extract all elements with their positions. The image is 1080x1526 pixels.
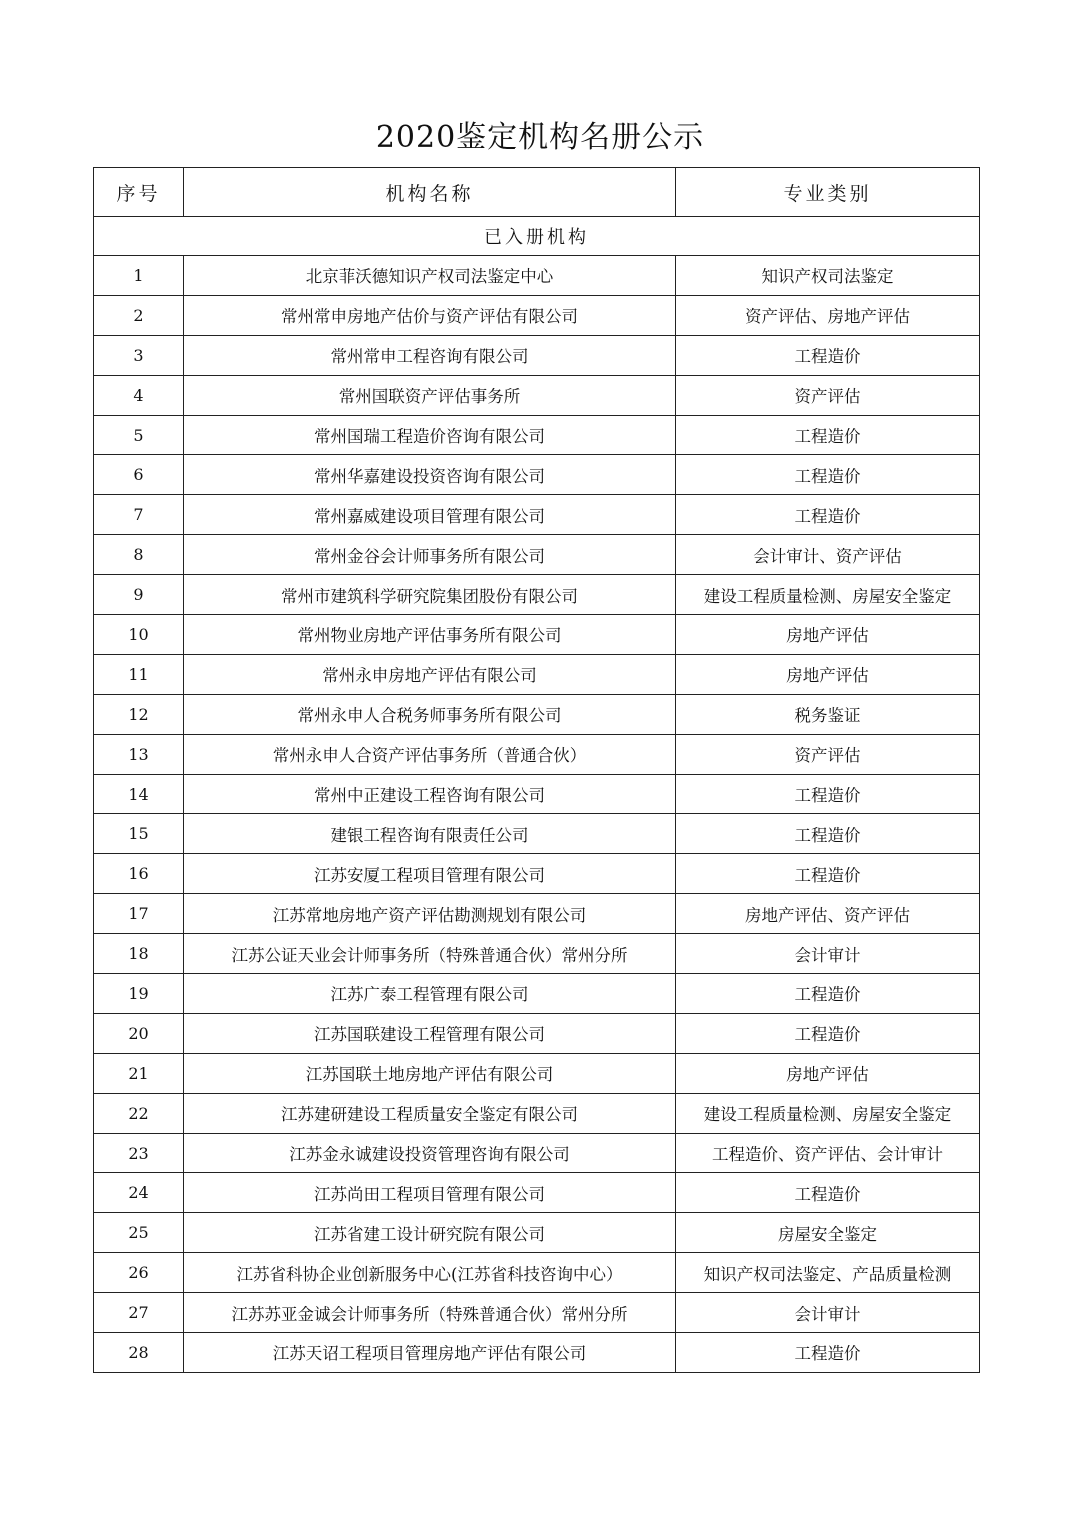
- cell-category: 资产评估、房地产评估: [676, 295, 980, 335]
- cell-category: 房地产评估: [676, 615, 980, 655]
- cell-category: 工程造价: [676, 335, 980, 375]
- cell-seq: 14: [94, 774, 184, 814]
- cell-seq: 23: [94, 1133, 184, 1173]
- table-row: [94, 415, 980, 455]
- cell-seq: 21: [94, 1053, 184, 1093]
- cell-org-name: 常州永申人合税务师事务所有限公司: [184, 694, 676, 734]
- cell-org-name: 江苏尚田工程项目管理有限公司: [184, 1173, 676, 1213]
- cell-category: 工程造价: [676, 495, 980, 535]
- table-row: [94, 974, 980, 1014]
- table-row: [94, 335, 980, 375]
- cell-category: 税务鉴证: [676, 694, 980, 734]
- cell-org-name: 江苏广泰工程管理有限公司: [184, 974, 676, 1014]
- cell-seq: 8: [94, 535, 184, 575]
- cell-org-name: 江苏苏亚金诚会计师事务所（特殊普通合伙）常州分所: [184, 1293, 676, 1333]
- cell-seq: 19: [94, 974, 184, 1014]
- section-label: 已入册机构: [94, 217, 980, 256]
- table-row: [94, 894, 980, 934]
- cell-category: 会计审计、资产评估: [676, 535, 980, 575]
- table-row: [94, 575, 980, 615]
- cell-org-name: 常州嘉威建设项目管理有限公司: [184, 495, 676, 535]
- cell-seq: 18: [94, 934, 184, 974]
- table-row: [94, 854, 980, 894]
- cell-seq: 25: [94, 1213, 184, 1253]
- cell-org-name: 江苏国联土地房地产评估有限公司: [184, 1053, 676, 1093]
- table-row: [94, 256, 980, 296]
- table-row: [94, 615, 980, 655]
- table-header-row: [94, 168, 980, 217]
- table-row: [94, 1053, 980, 1093]
- cell-category: 工程造价: [676, 1333, 980, 1373]
- cell-category: 工程造价: [676, 854, 980, 894]
- cell-seq: 2: [94, 295, 184, 335]
- table-row: [94, 694, 980, 734]
- table-row: [94, 1293, 980, 1333]
- cell-org-name: 常州国联资产评估事务所: [184, 375, 676, 415]
- cell-category: 工程造价: [676, 1013, 980, 1053]
- cell-seq: 15: [94, 814, 184, 854]
- cell-org-name: 江苏安厦工程项目管理有限公司: [184, 854, 676, 894]
- cell-category: 房地产评估: [676, 1053, 980, 1093]
- cell-seq: 27: [94, 1293, 184, 1333]
- cell-seq: 7: [94, 495, 184, 535]
- cell-seq: 11: [94, 654, 184, 694]
- cell-seq: 10: [94, 615, 184, 655]
- table-row: [94, 1133, 980, 1173]
- cell-org-name: 常州市建筑科学研究院集团股份有限公司: [184, 575, 676, 615]
- table-row: [94, 375, 980, 415]
- cell-category: 房地产评估: [676, 654, 980, 694]
- table-row: [94, 295, 980, 335]
- cell-org-name: 江苏省科协企业创新服务中心(江苏省科技咨询中心）: [184, 1253, 676, 1293]
- cell-org-name: 常州永申人合资产评估事务所（普通合伙）: [184, 734, 676, 774]
- cell-org-name: 常州华嘉建设投资咨询有限公司: [184, 455, 676, 495]
- cell-org-name: 江苏国联建设工程管理有限公司: [184, 1013, 676, 1053]
- cell-seq: 13: [94, 734, 184, 774]
- cell-org-name: 江苏建研建设工程质量安全鉴定有限公司: [184, 1093, 676, 1133]
- cell-org-name: 常州金谷会计师事务所有限公司: [184, 535, 676, 575]
- page-title: 2020鉴定机构名册公示: [375, 120, 705, 155]
- table-row: [94, 934, 980, 974]
- cell-category: 知识产权司法鉴定: [676, 256, 980, 296]
- cell-category: 工程造价、资产评估、会计审计: [676, 1133, 980, 1173]
- cell-category: 工程造价: [676, 415, 980, 455]
- table-row: [94, 535, 980, 575]
- cell-category: 房屋安全鉴定: [676, 1213, 980, 1253]
- header-name: 机构名称: [184, 168, 676, 217]
- registry-table: [93, 167, 980, 1373]
- cell-seq: 17: [94, 894, 184, 934]
- cell-category: 工程造价: [676, 974, 980, 1014]
- cell-seq: 5: [94, 415, 184, 455]
- cell-seq: 22: [94, 1093, 184, 1133]
- cell-category: 会计审计: [676, 1293, 980, 1333]
- cell-seq: 20: [94, 1013, 184, 1053]
- cell-org-name: 江苏金永诚建设投资管理咨询有限公司: [184, 1133, 676, 1173]
- cell-org-name: 江苏公证天业会计师事务所（特殊普通合伙）常州分所: [184, 934, 676, 974]
- cell-seq: 9: [94, 575, 184, 615]
- cell-category: 房地产评估、资产评估: [676, 894, 980, 934]
- table-row: [94, 1013, 980, 1053]
- cell-org-name: 北京菲沃德知识产权司法鉴定中心: [184, 256, 676, 296]
- header-type: 专业类别: [676, 168, 980, 217]
- cell-seq: 16: [94, 854, 184, 894]
- cell-category: 建设工程质量检测、房屋安全鉴定: [676, 1093, 980, 1133]
- cell-category: 工程造价: [676, 814, 980, 854]
- cell-category: 建设工程质量检测、房屋安全鉴定: [676, 575, 980, 615]
- table-row: [94, 495, 980, 535]
- table-row: [94, 1333, 980, 1373]
- cell-seq: 24: [94, 1173, 184, 1213]
- cell-seq: 6: [94, 455, 184, 495]
- table-row: [94, 654, 980, 694]
- table-row: [94, 1093, 980, 1133]
- cell-category: 资产评估: [676, 375, 980, 415]
- cell-seq: 26: [94, 1253, 184, 1293]
- cell-org-name: 常州中正建设工程咨询有限公司: [184, 774, 676, 814]
- table-row: [94, 1213, 980, 1253]
- table-row: [94, 814, 980, 854]
- cell-org-name: 常州常申工程咨询有限公司: [184, 335, 676, 375]
- cell-org-name: 江苏天诏工程项目管理房地产评估有限公司: [184, 1333, 676, 1373]
- cell-seq: 4: [94, 375, 184, 415]
- cell-org-name: 江苏常地房地产资产评估勘测规划有限公司: [184, 894, 676, 934]
- cell-category: 工程造价: [676, 455, 980, 495]
- cell-seq: 1: [94, 256, 184, 296]
- cell-org-name: 建银工程咨询有限责任公司: [184, 814, 676, 854]
- section-row: [94, 217, 980, 256]
- cell-org-name: 常州永申房地产评估有限公司: [184, 654, 676, 694]
- registry-table-body: [94, 168, 980, 1373]
- table-row: [94, 455, 980, 495]
- cell-seq: 12: [94, 694, 184, 734]
- header-seq: 序号: [94, 168, 184, 217]
- cell-org-name: 常州常申房地产估价与资产评估有限公司: [184, 295, 676, 335]
- table-row: [94, 1173, 980, 1213]
- cell-org-name: 常州国瑞工程造价咨询有限公司: [184, 415, 676, 455]
- cell-seq: 28: [94, 1333, 184, 1373]
- cell-category: 工程造价: [676, 774, 980, 814]
- cell-org-name: 常州物业房地产评估事务所有限公司: [184, 615, 676, 655]
- cell-category: 知识产权司法鉴定、产品质量检测: [676, 1253, 980, 1293]
- table-row: [94, 1253, 980, 1293]
- cell-category: 资产评估: [676, 734, 980, 774]
- table-row: [94, 774, 980, 814]
- table-row: [94, 734, 980, 774]
- cell-category: 工程造价: [676, 1173, 980, 1213]
- cell-seq: 3: [94, 335, 184, 375]
- cell-org-name: 江苏省建工设计研究院有限公司: [184, 1213, 676, 1253]
- cell-category: 会计审计: [676, 934, 980, 974]
